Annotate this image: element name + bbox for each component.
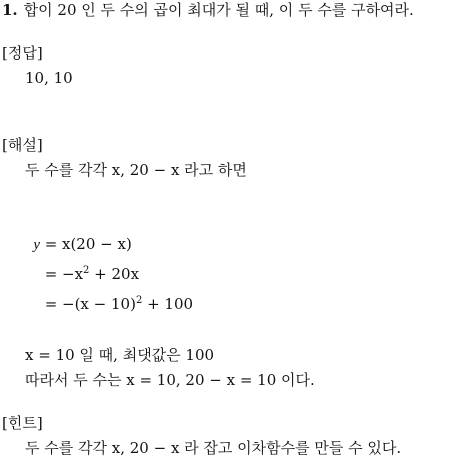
- equation-exponent: 2: [135, 295, 143, 306]
- equation-equals: =: [44, 235, 58, 253]
- equation-rhs-pre: −x: [62, 265, 84, 283]
- solution-header: [해설]: [2, 136, 43, 154]
- equation-row-1: [22, 234, 132, 255]
- problem-text: 합이 20 인 두 수의 곱이 최대가 될 때, 이 두 수를 구하여라.: [23, 1, 414, 19]
- equation-row-2: [22, 264, 139, 284]
- equation-exponent: 2: [83, 265, 90, 276]
- hint-body: 두 수를 각각 x, 20 − x 라 잡고 이차함수를 만들 수 있다.: [25, 439, 402, 457]
- solution-line-max: x = 10 일 때, 최댓값은 100: [25, 346, 215, 364]
- equation-lhs: y: [33, 237, 40, 253]
- equation-rhs: x(20 − x): [62, 235, 132, 253]
- problem-number: 1.: [2, 1, 18, 19]
- hint-header: [힌트]: [2, 414, 43, 432]
- problem-statement: [2, 0, 414, 20]
- answer-body: 10, 10: [25, 69, 73, 87]
- equation-rhs-pre: −(x − 10): [62, 295, 136, 313]
- solution-line-conclusion: 따라서 두 수는 x = 10, 20 − x = 10 이다.: [25, 371, 315, 389]
- answer-header: [정답]: [2, 44, 43, 62]
- equation-equals: =: [44, 265, 58, 283]
- equation-equals: =: [44, 295, 58, 313]
- equation-rhs-post: + 20x: [89, 265, 140, 283]
- equation-row-3: [22, 294, 193, 314]
- solution-intro: 두 수를 각각 x, 20 − x 라고 하면: [25, 161, 247, 179]
- equation-rhs-post: + 100: [142, 295, 194, 313]
